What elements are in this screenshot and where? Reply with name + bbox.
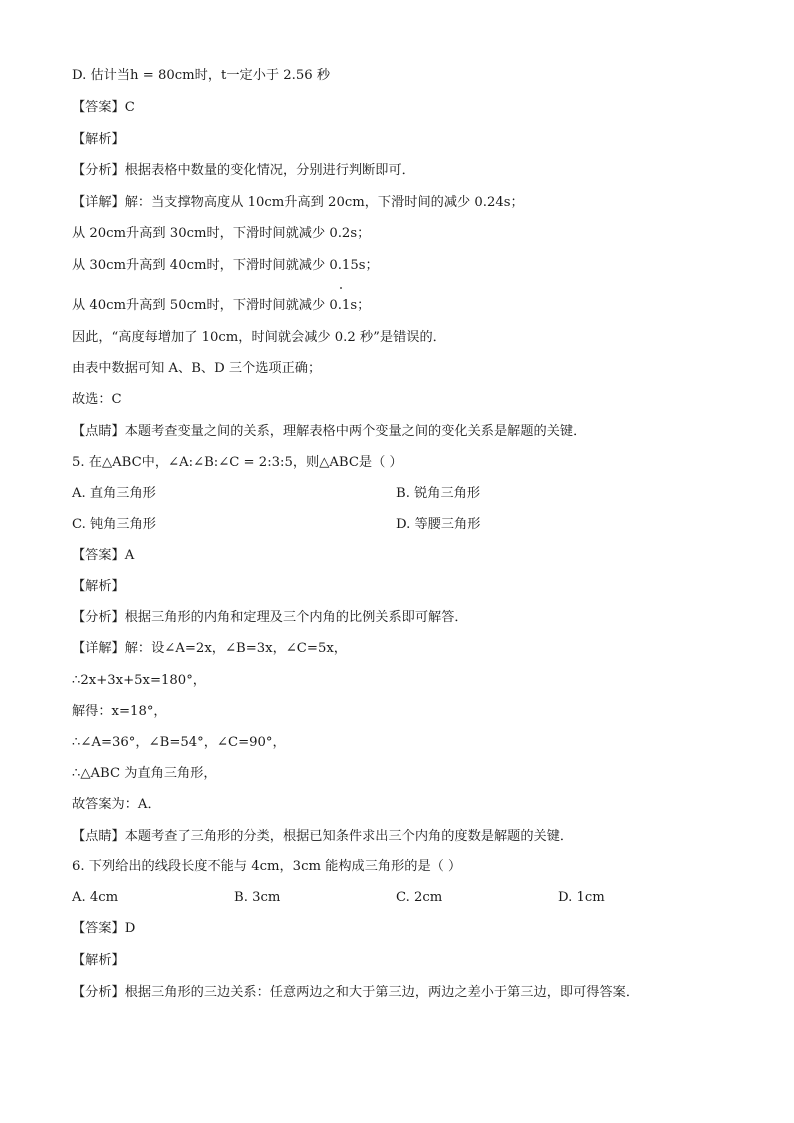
question-5: 5. 在△ABC中，∠A:∠B:∠C = 2:3:5，则△ABC是（ ）	[72, 455, 403, 470]
answer-label: 【答案】C	[72, 100, 135, 115]
analysis-heading: 【解析】	[72, 953, 125, 968]
analysis-text: 【分析】根据三角形的内角和定理及三个内角的比例关系即可解答．	[72, 610, 468, 625]
analysis-heading: 【解析】	[72, 579, 125, 594]
analysis-heading: 【解析】	[72, 132, 125, 147]
question-6: 6. 下列给出的线段长度不能与 4cm，3cm 能构成三角形的是（ ）	[72, 859, 462, 874]
detail-line: 从 20cm升高到 30cm时，下滑时间就减少 0.2s；	[72, 226, 371, 241]
comment-text: 【点睛】本题考查了三角形的分类，根据已知条件求出三个内角的度数是解题的关键．	[72, 829, 574, 844]
answer-label: 【答案】D	[72, 921, 136, 936]
conclusion: 故答案为：A．	[72, 797, 161, 812]
q6-option-c: C. 2cm	[396, 890, 443, 905]
equation-line: ∴2x+3x+5x=180°，	[72, 673, 206, 688]
detail-line: 从 40cm升高到 50cm时，下滑时间就减少 0.1s；	[72, 298, 371, 313]
q6-option-a: A. 4cm	[72, 890, 119, 905]
q6-option-b: B. 3cm	[234, 890, 281, 905]
q6-option-d: D. 1cm	[558, 890, 605, 905]
detail-text: 【详解】解：设∠A=2x，∠B=3x，∠C=5x，	[72, 641, 347, 656]
q5-option-b: B. 锐角三角形	[396, 486, 481, 501]
q5-option-a: A. 直角三角形	[72, 486, 156, 501]
q5-option-d: D. 等腰三角形	[396, 517, 481, 532]
detail-text: 【详解】解：当支撑物高度从 10cm升高到 20cm，下滑时间的减少 0.24s；	[72, 195, 524, 210]
answer-label: 【答案】A	[72, 548, 135, 563]
option-d-text: D. 估计当h = 80cm时，t一定小于 2.56 秒	[72, 68, 331, 83]
q5-option-c: C. 钝角三角形	[72, 517, 156, 532]
comment-text: 【点睛】本题考查变量之间的关系，理解表格中两个变量之间的变化关系是解题的关键．	[72, 424, 587, 439]
detail-line: 从 30cm升高到 40cm时，下滑时间就减少 0.15s；	[72, 258, 379, 273]
equation-line: ∴∠A=36°，∠B=54°，∠C=90°，	[72, 735, 286, 750]
detail-line: 因此，“高度每增加了 10cm，时间就会减少 0.2 秒”是错误的．	[72, 330, 446, 345]
analysis-text: 【分析】根据三角形的三边关系：任意两边之和大于第三边，两边之差小于第三边，即可得答案．	[72, 985, 640, 1000]
analysis-text: 【分析】根据表格中数量的变化情况，分别进行判断即可．	[72, 163, 415, 178]
scan-dot	[340, 287, 342, 289]
equation-line: 解得：x=18°，	[72, 704, 167, 719]
equation-line: ∴△ABC 为直角三角形，	[72, 766, 217, 781]
conclusion: 故选：C	[72, 392, 122, 407]
detail-line: 由表中数据可知 A、B、D 三个选项正确；	[72, 361, 322, 376]
